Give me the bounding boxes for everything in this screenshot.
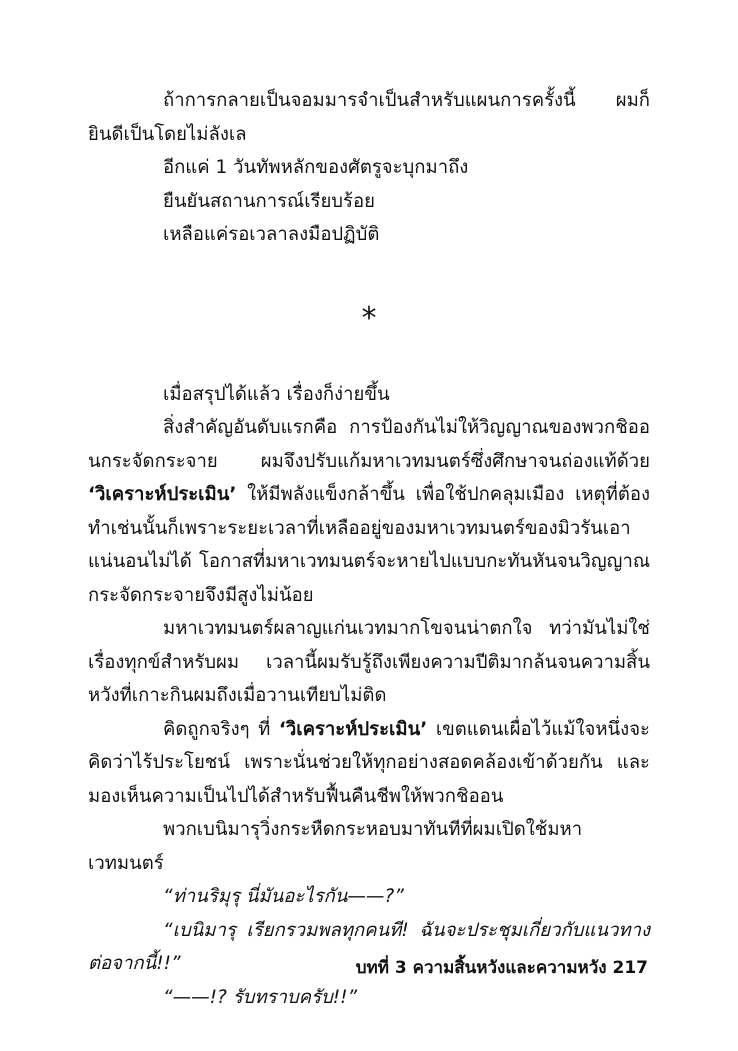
dialogue-2: “เบนิมารุ เรียกรวมพลทุกคนที! ฉันจะประชุมเกี่ยวกับแนวทางต่อจากนี้!!” xyxy=(88,919,650,974)
paragraph-2: อีกแค่ 1 วันทัพหลักของศัตรูจะบุกมาถึง xyxy=(163,157,469,178)
paragraph-8 xyxy=(88,713,650,814)
paragraph-9: พวกเบนิมารุวิ่งกระหืดกระหอบมาทันทีที่ผมเปิดใช้มหาเวทมนตร์ xyxy=(88,819,583,874)
paragraph-3: ยืนยันสถานการณ์เรียบร้อย xyxy=(163,190,375,212)
paragraph-7: มหาเวทมนตร์ผลาญแก่นเวทมากโขจนน่าตกใจ ทว่ามันไม่ใช่เรื่องทุกข์สำหรับผม เวลานี้ผมรับรู้ถึงเพียงความปีติมากล้นจนความสิ้นหวังที่เกาะกินผมถึงเมื่อวานเทียบไม่ติด xyxy=(88,618,650,706)
paragraph-4: เหลือแค่รอเวลาลงมือปฏิบัติ xyxy=(163,224,380,245)
paragraph-1: ถ้าการกลายเป็นจอมมารจำเป็นสำหรับแผนการครั้งนี้ ผมก็ยินดีเป็นโดยไม่ลังเล xyxy=(88,90,650,145)
paragraph-5: เมื่อสรุปได้แล้ว เรื่องก็ง่ายขึ้น xyxy=(163,383,390,405)
paragraph-8-text-b: เขตแดนเผื่อไว้แม้ใจหนึ่งจะคิดว่าไร้ประโยชน์ เพราะนั่นช่วยให้ทุกอย่างสอดคล้องเข้าด้วยกัน และมองเห็นความเป็นไปได้สำหรับฟื้นคืนชีพให้พวกชิออน xyxy=(88,718,650,807)
page-body xyxy=(88,84,650,1014)
dialogue-1: “ท่านริมุรุ นี่มันอะไรกัน——?” xyxy=(163,886,404,907)
paragraph-8-text-a: คิดถูกจริงๆ ที่ xyxy=(163,718,279,740)
paragraph-6-text-b: ให้มีพลังแข็งกล้าขึ้น เพื่อใช้ปกคลุมเมือง เหตุที่ต้องทำเช่นนั้นก็เพราะระยะเวลาที่เหลืออยู่ของมหาเวทมนตร์ของมิวรันเอาแน่นอนไม่ได้ โอกาสที่มหาเวทมนตร์จะหายไปแบบกะทันหันจนวิญญาณกระจัดกระจายจึงมีสูงไม่น้อย xyxy=(88,484,650,606)
paragraph-6-bold-term: ‘วิเคราะห์ประเมิน’ xyxy=(88,484,237,505)
page-footer: บทที่ 3 ความสิ้นหวังและความหวัง 217 xyxy=(355,958,648,978)
dialogue-3: “——!? รับทราบครับ!!” xyxy=(163,986,358,1008)
scene-break-asterisk: * xyxy=(361,300,377,336)
paragraph-6 xyxy=(88,411,650,612)
paragraph-6-text-a: สิ่งสำคัญอันดับแรกคือ การป้องกันไม่ให้วิญญาณของพวกชิออนกระจัดกระจาย ผมจึงปรับแก้มหาเวทมนตร์ซึ่งศึกษาจนถ่องแท้ด้วย xyxy=(88,417,650,472)
paragraph-8-bold-term: ‘วิเคราะห์ประเมิน’ xyxy=(278,718,428,740)
